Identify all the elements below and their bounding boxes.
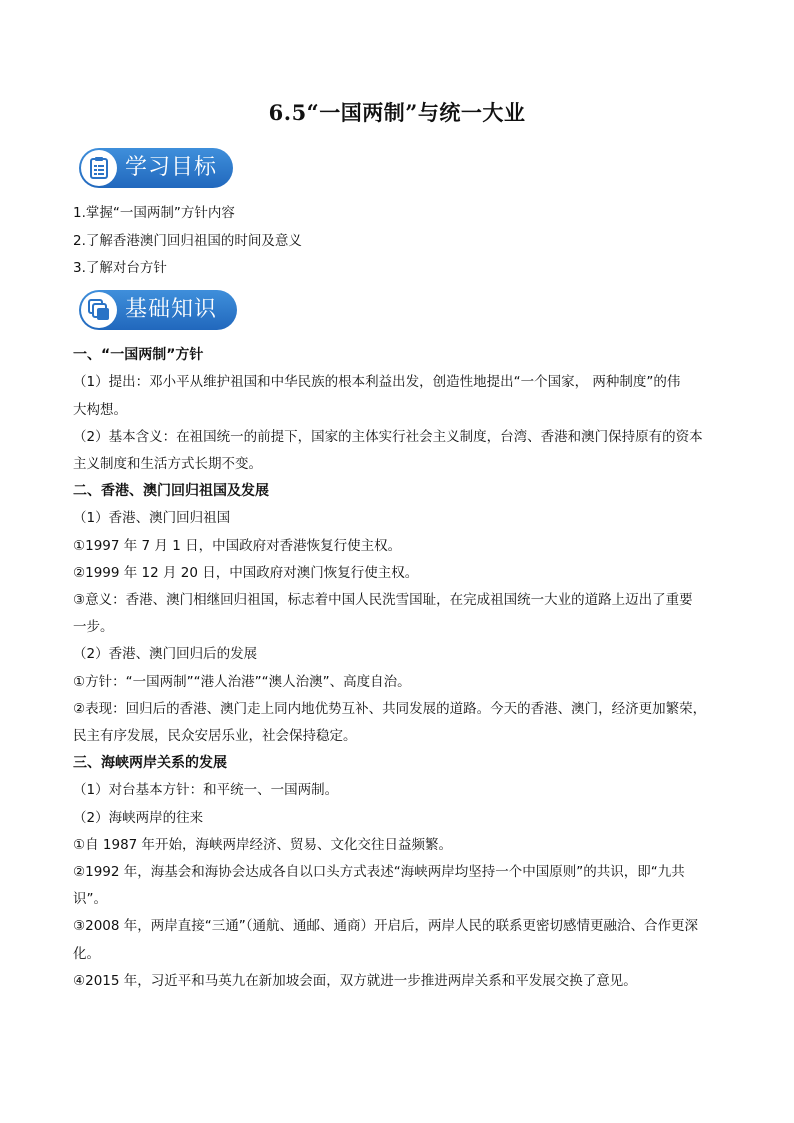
- basic-knowledge-label: 基础知识: [125, 297, 218, 322]
- goal-item-2: 2.了解香港澳门回归祖国的时间及意义: [73, 233, 302, 249]
- section-1-para-2-line-1: （2）基本含义：在祖国统一的前提下，国家的主体实行社会主义制度，台湾、香港和澳门保持原有的资本: [73, 429, 703, 445]
- section-2-sub-2: （2）香港、澳门回归后的发展: [73, 646, 258, 662]
- page-title: 6.5“一国两制”与统一大业: [268, 100, 526, 125]
- section-2-item-4: ①方针：“一国两制”“港人治港”“澳人治澳”、高度自治。: [73, 674, 411, 690]
- section-1-para-2-line-2: 主义制度和生活方式长期不变。: [73, 456, 262, 472]
- section-3-sub-2: （2）海峡两岸的往来: [73, 810, 204, 826]
- goal-item-1: 1.掌握“一国两制”方针内容: [73, 205, 235, 221]
- section-2-item-2: ②1999 年 12 月 20 日，中国政府对澳门恢复行使主权。: [73, 565, 419, 581]
- section-3-item-4: ④2015 年，习近平和马英九在新加坡会面，双方就进一步推进两岸关系和平发展交换了意见。: [73, 973, 637, 989]
- section-2-sub-1: （1）香港、澳门回归祖国: [73, 510, 231, 526]
- section-2-item-5-line-1: ②表现：回归后的香港、澳门走上同内地优势互补、共同发展的道路。今天的香港、澳门，经济更加繁荣，: [73, 701, 707, 717]
- learning-goals-banner: [79, 148, 233, 188]
- section-1-heading: 一、“一国两制”方针: [73, 347, 204, 363]
- section-3-sub-1: （1）对台基本方针：和平统一、一国两制。: [73, 782, 339, 798]
- goal-item-3: 3.了解对台方针: [73, 260, 167, 276]
- section-2-item-3-line-2: 一步。: [73, 619, 114, 635]
- stacked-pages-icon: [81, 292, 117, 328]
- section-2-item-1: ①1997 年 7 月 1 日，中国政府对香港恢复行使主权。: [73, 538, 402, 554]
- section-1-para-1-line-1: （1）提出：邓小平从维护祖国和中华民族的根本利益出发，创造性地提出“一个国家， 两种制度”的伟: [73, 374, 681, 390]
- clipboard-icon: [81, 150, 117, 186]
- learning-goals-label: 学习目标: [125, 155, 218, 180]
- section-3-item-3-line-1: ③2008 年，两岸直接“三通”（通航、通邮、通商）开启后，两岸人民的联系更密切感情更融洽、合作更深: [73, 918, 698, 934]
- section-2-item-3-line-1: ③意义：香港、澳门相继回归祖国，标志着中国人民洗雪国耻，在完成祖国统一大业的道路上迈出了重要: [73, 592, 693, 608]
- section-3-item-2-line-2: 识”。: [73, 891, 107, 907]
- section-3-item-2-line-1: ②1992 年，海基会和海协会达成各自以口头方式表述“海峡两岸均坚持一个中国原则”的共识，即“九共: [73, 864, 685, 880]
- section-3-heading: 三、海峡两岸关系的发展: [73, 755, 227, 771]
- basic-knowledge-banner: [79, 290, 237, 330]
- section-2-item-5-line-2: 民主有序发展，民众安居乐业，社会保持稳定。: [73, 728, 357, 744]
- section-1-para-1-line-2: 大构想。: [73, 402, 127, 418]
- section-2-heading: 二、香港、澳门回归祖国及发展: [73, 483, 269, 499]
- section-3-item-1: ①自 1987 年开始，海峡两岸经济、贸易、文化交往日益频繁。: [73, 837, 453, 853]
- section-3-item-3-line-2: 化。: [73, 946, 100, 962]
